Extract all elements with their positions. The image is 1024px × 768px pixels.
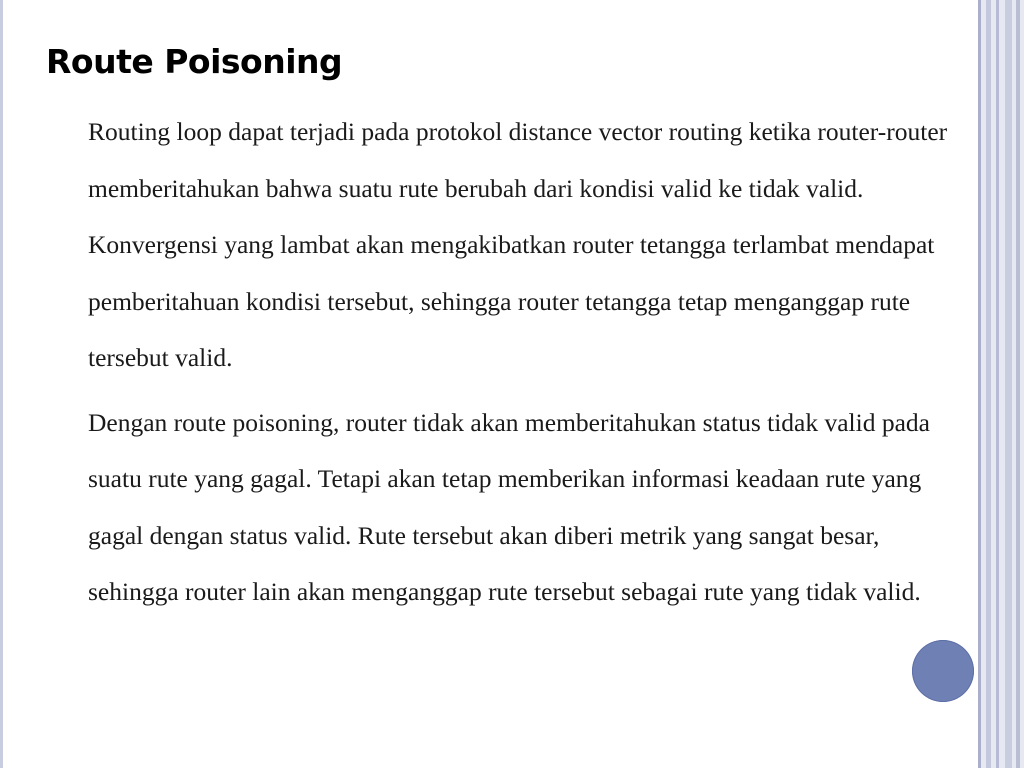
- body-paragraph-1: Routing loop dapat terjadi pada protokol distance vector routing ketika router-router memberitahukan bahwa suatu rute berubah dari kondisi valid ke tidak valid. Konvergensi yang lambat akan mengakibatkan router tetangga terlambat mendapat pemberitahuan kondisi tersebut, sehingga router tetangga tetap menganggap rute tersebut valid.: [88, 117, 948, 372]
- body-paragraph-2: Dengan route poisoning, router tidak akan memberitahukan status tidak valid pada suatu rute yang gagal. Tetapi akan tetap memberikan informasi keadaan rute yang gagal dengan status valid. Rute tersebut akan diberi metrik yang sangat besar, sehingga router lain akan menganggap rute tersebut sebagai rute yang tidak valid.: [88, 407, 930, 606]
- decorative-circle: [912, 640, 974, 702]
- decorative-stripe: [978, 0, 981, 768]
- slide-body: [88, 104, 948, 621]
- decorative-stripe: [986, 0, 991, 768]
- left-border-rule: [0, 0, 3, 768]
- decorative-stripe: [1005, 0, 1012, 768]
- decorative-stripe: [1016, 0, 1020, 768]
- decorative-stripe: [996, 0, 999, 768]
- slide-title: Route Poisoning: [46, 42, 343, 81]
